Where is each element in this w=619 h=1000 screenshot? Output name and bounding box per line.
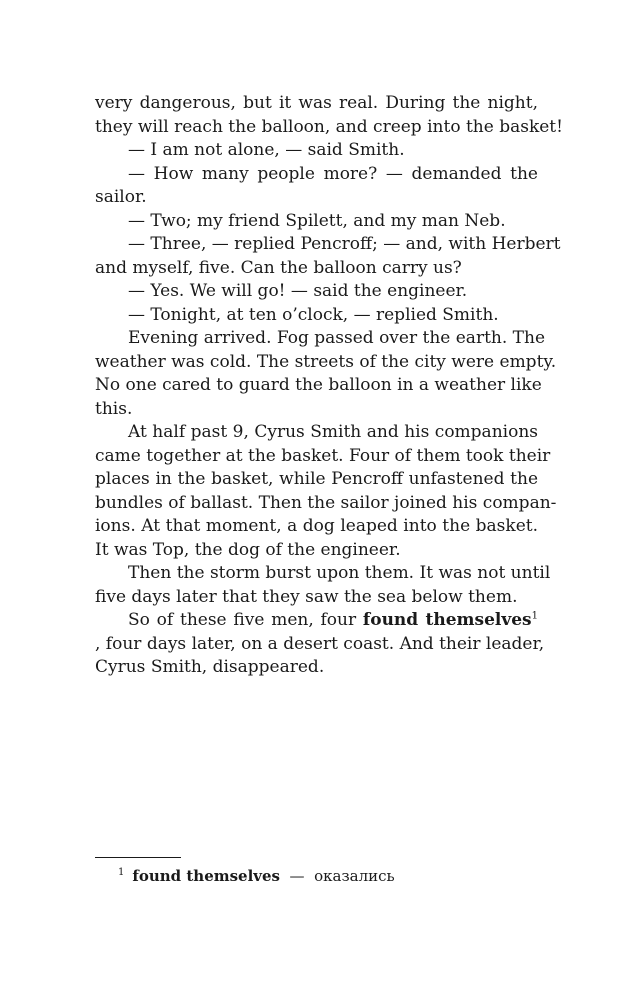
text-line: five days later that they saw the sea below them.: [95, 586, 518, 607]
text-line: — How many people more? — demanded the: [128, 163, 538, 184]
text-line: At half past 9, Cyrus Smith and his companions: [128, 422, 538, 442]
text-line: — Three, — replied Pencroff; — and, with Herbert: [128, 234, 561, 254]
text-line: It was Top, the dog of the engineer.: [95, 539, 401, 560]
footnote-mark: 1: [118, 867, 125, 878]
text-line: — Tonight, at ten o’clock, — replied Smith.: [128, 304, 499, 325]
text-line: bundles of ballast. Then the sailor joined his compan-: [95, 492, 557, 513]
footnote-term: found themselves: [132, 867, 280, 885]
text-line: Then the storm burst upon them. It was not until: [128, 563, 551, 583]
footnote-translation: оказались: [314, 867, 395, 885]
footnote-divider: [95, 857, 181, 858]
text-fragment: So of these five men, four: [128, 610, 363, 630]
text-line: very dangerous, but it was real. During the night,: [95, 93, 538, 113]
text-line: they will reach the balloon, and creep into the basket!: [95, 116, 563, 137]
footnote: [118, 866, 395, 886]
text-line: weather was cold. The streets of the city were empty.: [95, 351, 557, 372]
text-line: — I am not alone, — said Smith.: [128, 140, 405, 160]
text-line: No one cared to guard the balloon in a weather like: [95, 375, 542, 395]
text-line: — Two; my friend Spilett, and my man Neb.: [128, 210, 506, 231]
text-line: Evening arrived. Fog passed over the earth. The: [128, 328, 546, 348]
text-line: places in the basket, while Pencroff unfastened the: [95, 469, 538, 489]
page-body-text: [95, 92, 563, 680]
text-line: sailor.: [95, 187, 147, 207]
footnote-dash: —: [289, 867, 305, 885]
text-line: [95, 609, 538, 633]
text-line: came together at the basket. Four of them took their: [95, 445, 551, 466]
text-line: ions. At that moment, a dog leaped into the basket.: [95, 516, 538, 536]
footnote-reference: 1: [531, 610, 538, 622]
text-line: , four days later, on a desert coast. And their leader,: [95, 633, 545, 654]
text-line: and myself, five. Can the balloon carry us?: [95, 257, 462, 278]
text-line: — Yes. We will go! — said the engineer.: [128, 281, 468, 301]
text-line: Cyrus Smith, disappeared.: [95, 657, 325, 677]
glossary-term: found themselves: [362, 610, 532, 630]
text-line: this.: [95, 398, 133, 419]
